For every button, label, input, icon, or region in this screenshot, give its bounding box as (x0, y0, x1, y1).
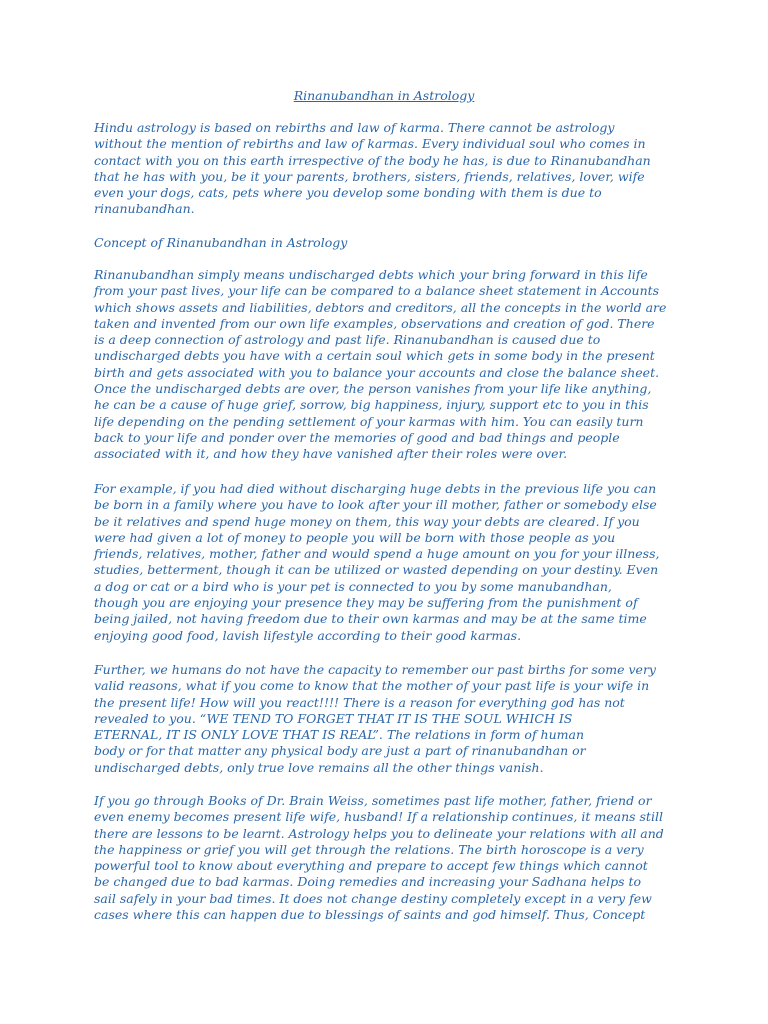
text-line: a dog or cat or a bird who is your pet is connected to you by some manubandhan, (94, 578, 612, 594)
text-line: there are lessons to be learnt. Astrology helps you to delineate your relations with all and (94, 825, 664, 841)
text-line: back to your life and ponder over the memories of good and bad things and people (94, 429, 620, 445)
text-line: the present life! How will you react!!!! There is a reason for everything god has not (94, 694, 625, 710)
text-line: be it relatives and spend huge money on them, this way your debts are cleared. If you (94, 513, 640, 529)
text-line: Rinanubandhan simply means undischarged debts which your bring forward in this life (94, 267, 648, 282)
text-line: undischarged debts, only true love remains all the other things vanish. (94, 759, 544, 775)
paragraph-further (94, 662, 682, 776)
text-line: friends, relatives, mother, father and would spend a huge amount on you for your illness, (94, 546, 660, 562)
text-line: be changed due to bad karmas. Doing remedies and increasing your Sadhana helps to (94, 874, 642, 890)
text-line: that he has with you, be it your parents, brothers, sisters, friends, relatives, lover, wife (94, 168, 645, 184)
text-line: powerful tool to know about everything and prepare to accept few things which cannot (94, 858, 648, 874)
text-line: sail safely in your bad times. It does not change destiny completely except in a very few (94, 890, 652, 906)
text-line: If you go through Books of Dr. Brain Weiss, sometimes past life mother, father, friend or (94, 793, 652, 808)
text-line: revealed to you. “WE TEND TO FORGET THAT IT IS THE SOUL WHICH IS (94, 710, 573, 726)
text-line: without the mention of rebirths and law of karmas. Every individual soul who comes in (94, 136, 646, 152)
text-line: For example, if you had died without discharging huge debts in the previous life you can (94, 481, 657, 496)
text-line: life depending on the pending settlement of your karmas with him. You can easily turn (94, 413, 644, 429)
text-line: studies, betterment, though it can be utilized or wasted depending on your destiny. Even (94, 562, 659, 578)
text-line: even your dogs, cats, pets where you develop some bonding with them is due to (94, 185, 602, 201)
text-line: which shows assets and liabilities, debtors and creditors, all the concepts in the world are (94, 299, 667, 315)
text-line: be born in a family where you have to look after your ill mother, father or somebody else (94, 497, 657, 513)
text-line: is a deep connection of astrology and past life. Rinanubandhan is caused due to (94, 332, 601, 348)
paragraph-intro (94, 120, 682, 218)
text-line: body or for that matter any physical body are just a part of rinanubandhan or (94, 743, 586, 759)
text-line: enjoying good food, lavish lifestyle according to their good karmas. (94, 627, 522, 643)
text-line: from your past lives, your life can be compared to a balance sheet statement in Accounts (94, 283, 660, 299)
text-line: Concept of Rinanubandhan in Astrology (94, 235, 348, 250)
paragraph-weiss (94, 793, 682, 923)
text-line: the happiness or grief you will get through the relations. The birth horoscope is a very (94, 841, 644, 857)
text-line: he can be a cause of huge grief, sorrow, big happiness, injury, support etc to you in this (94, 397, 649, 413)
text-line: being jailed, not having freedom due to their own karmas and may be at the same time (94, 611, 647, 627)
paragraph-concept (94, 267, 682, 463)
text-line: rinanubandhan. (94, 201, 195, 217)
text-line: undischarged debts you have with a certain soul which gets in some body in the present (94, 348, 655, 364)
text-line: though you are enjoying your presence they may be suffering from the punishment of (94, 595, 638, 611)
text-line: ETERNAL, IT IS ONLY LOVE THAT IS REAL”. The relations in form of human (94, 727, 584, 743)
document-title: Rinanubandhan in Astrology (293, 88, 475, 103)
text-line: cases where this can happen due to blessings of saints and god himself. Thus, Concept (94, 907, 646, 923)
text-line: associated with it, and how they have vanished after their roles were over. (94, 446, 568, 462)
section-heading (94, 235, 682, 251)
text-line: taken and invented from our own life examples, observations and creation of god. There (94, 315, 655, 331)
text-line: Once the undischarged debts are over, the person vanishes from your life like anything, (94, 381, 652, 397)
text-line: Further, we humans do not have the capacity to remember our past births for some very (94, 662, 656, 677)
text-line: contact with you on this earth irrespective of the body he has, is due to Rinanubandhan (94, 152, 651, 168)
paragraph-example (94, 481, 682, 644)
text-line: valid reasons, what if you come to know that the mother of your past life is your wife in (94, 678, 650, 694)
text-line: Hindu astrology is based on rebirths and law of karma. There cannot be astrology (94, 120, 615, 135)
text-line: even enemy becomes present life wife, husband! If a relationship continues, it means still (94, 809, 663, 825)
text-line: were had given a lot of money to people you will be born with those people as you (94, 529, 616, 545)
text-line: birth and gets associated with you to balance your accounts and close the balance sheet. (94, 364, 660, 380)
